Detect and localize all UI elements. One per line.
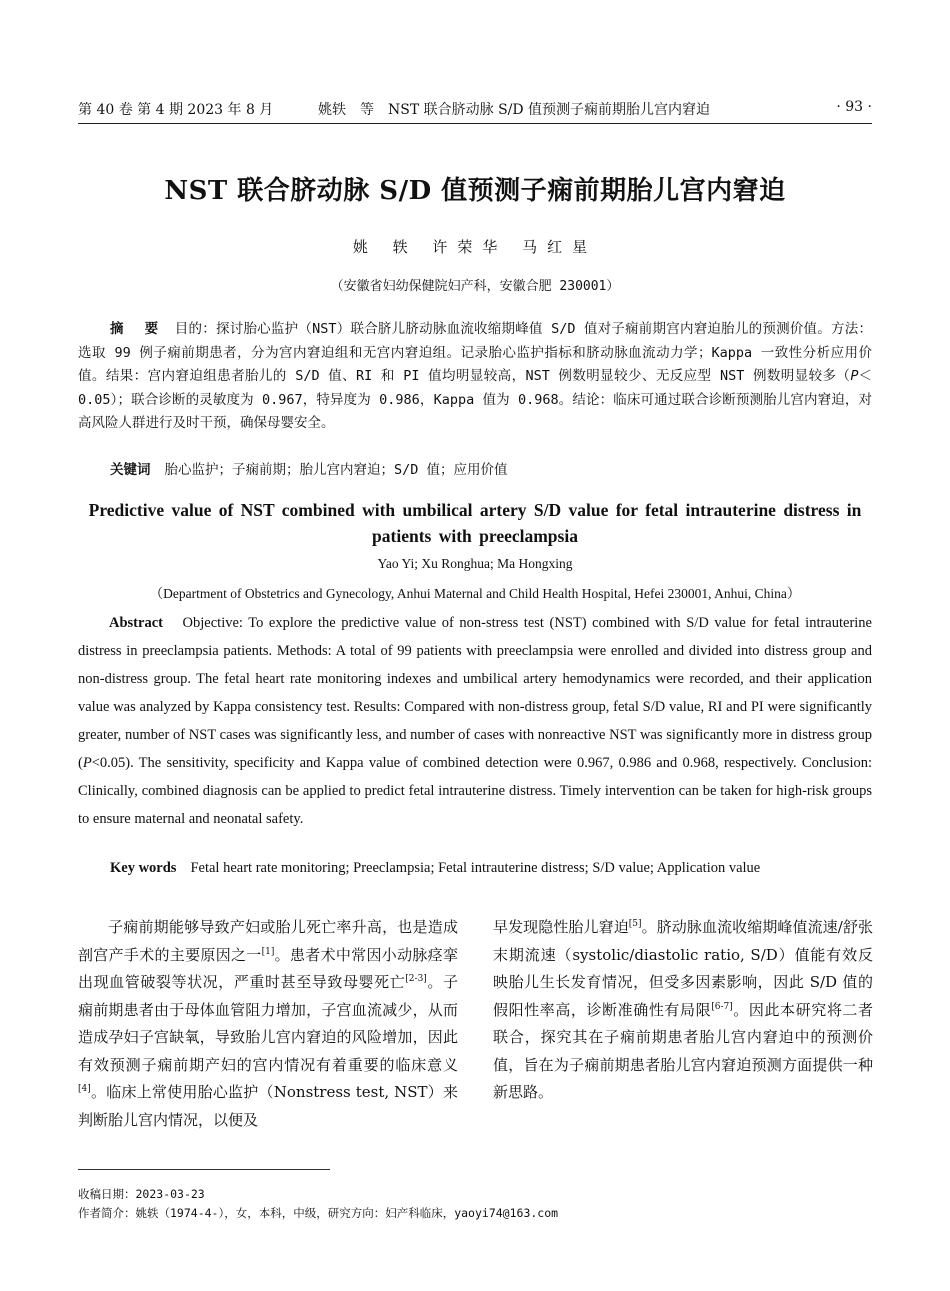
body-text: 子痫前期能够导致产妇或胎儿死亡率升高，也是造成剖宫产手术的主要原因之一 xyxy=(78,918,458,964)
english-title: Predictive value of NST combined with umbilical artery S/D value for fetal intrauterine distress in patients with preeclampsia xyxy=(88,500,862,546)
abstract-cn-text-a: 目的：探讨胎心监护（NST）联合脐儿脐动脉血流收缩期峰值 S/D 值对子痫前期宫内窘迫胎儿的预测价值。方法：选取 99 例子痫前期患者，分为宫内窘迫组和无宫内窘迫组。记录胎心监护指标和脐动脉血流动力学；Kappa 一致性分析应用价值。结果：宫内窘迫组患者胎儿的 S/D 值、RI 和 PI 值均明显较高，NST 例数明显较少、无反应型 NST 例数明显较多（ xyxy=(78,321,872,384)
running-title: 姚轶 等 NST 联合脐动脉 S/D 值预测子痫前期胎儿宫内窘迫 xyxy=(318,102,711,118)
keywords-en xyxy=(110,860,872,877)
author-info: 作者简介：姚轶（1974-4-），女，本科，中级，研究方向：妇产科临床，yaoyi74@163.com xyxy=(78,1206,559,1220)
abstract-en-text-a: Objective: To explore the predictive value of non-stress test (NST) combined with S/D value for fetal intrauterine distress in preeclampsia patients. Methods: A total of 99 patients with preeclampsia were enrolled and divided into distress group and non-distress group. The fetal heart rate monitoring indexes and umbilical artery hemodynamics were recorded, and their application value was analyzed by Kappa consistency test. Results: Compared with non-distress group, fetal S/D value, RI and PI were significantly greater, number of NST cases was significantly less, and number of cases with nonreactive NST was significantly more in distress group ( xyxy=(78,615,872,771)
page-number: · 93 · xyxy=(836,99,872,115)
abstract-en-text-b: <0.05). The sensitivity, specificity and Kappa value of combined detection were 0.967, 0.986 and 0.968, respectively. Conclusion: Clinically, combined diagnosis can be applied to predict fetal intrauterine distress. Timely intervention can be taken for high-risk groups to ensure maternal and neonatal safety. xyxy=(78,755,872,827)
abstract-cn-label: 摘 要 xyxy=(110,321,167,337)
body-text: 。脐动脉血流收缩期峰值流速/舒张末期流速（systolic/diastolic ratio, S/D）值能有效反映胎儿生长发育情况，但受多因素影响，因此 S/D 值的假阳性率高，诊断准确性有局限 xyxy=(493,918,873,1019)
citation: [4] xyxy=(78,1084,91,1094)
running-header xyxy=(78,97,872,124)
english-affiliation: （Department of Obstetrics and Gynecology, Anhui Maternal and Child Health Hospital, Hefei 230001, Anhui, China） xyxy=(149,586,801,601)
journal-volume: 第 40 卷 第 4 期 2023 年 8 月 xyxy=(78,102,274,118)
received-date: 收稿日期：2023-03-23 xyxy=(78,1187,205,1201)
body-right-column xyxy=(493,914,873,1107)
body-text: 。子痫前期患者由于母体血管阻力增加，子宫血流减少，从而造成孕妇子宫缺氧，导致胎儿宫内窘迫的风险增加，因此有效预测子痫前期产妇的宫内情况有着重要的临床意义 xyxy=(78,973,458,1074)
abstract-cn-text-b: ＜0.05）；联合诊断的灵敏度为 0.967，特异度为 0.986，Kappa 值为 0.968。结论：临床可通过联合诊断预测胎儿宫内窘迫，对高风险人群进行及时干预，确保母婴安全。 xyxy=(78,368,872,431)
body-text: 早发现隐性胎儿窘迫 xyxy=(493,918,629,936)
citation: [2-3] xyxy=(405,974,427,984)
body-left-column xyxy=(78,914,458,1134)
affiliation: （安徽省妇幼保健院妇产科，安徽合肥 230001） xyxy=(330,279,620,294)
abstract-en-label: Abstract xyxy=(109,615,163,631)
paper-title: NST 联合脐动脉 S/D 值预测子痫前期胎儿宫内窘迫 xyxy=(164,176,786,206)
abstract-en xyxy=(78,609,872,833)
citation: [6-7] xyxy=(711,1001,733,1012)
body-text: 。临床上常使用胎心监护（Nonstress test, NST）来判断胎儿宫内情况，以便及 xyxy=(78,1083,458,1129)
citation: [5] xyxy=(628,919,642,929)
citation: [1] xyxy=(261,946,275,957)
keywords-cn-text: 胎心监护；子痫前期；胎儿宫内窘迫；S/D 值；应用价值 xyxy=(164,462,508,478)
footnote-divider xyxy=(78,1169,330,1170)
body-text: 。因此本研究将二者联合，探究其在子痫前期患者胎儿宫内窘迫中的预测价值，旨在为子痫前期患者胎儿宫内窘迫预测方面提供一种新思路。 xyxy=(493,1000,873,1101)
keywords-cn xyxy=(110,458,872,478)
abstract-cn xyxy=(78,318,872,436)
p-italic-en: P xyxy=(82,755,92,771)
body-text: 。患者术中常因小动脉痉挛出现血管破裂等状况，严重时甚至导致母婴死亡 xyxy=(78,945,458,991)
keywords-en-text: Fetal heart rate monitoring; Preeclampsia; Fetal intrauterine distress; S/D value; Application value xyxy=(190,860,761,876)
p-italic: P xyxy=(850,368,859,384)
authors: 姚 轶 许荣华 马红星 xyxy=(352,238,598,256)
keywords-cn-label: 关键词 xyxy=(110,462,151,478)
english-authors: Yao Yi; Xu Ronghua; Ma Hongxing xyxy=(377,556,573,571)
keywords-en-label: Key words xyxy=(110,860,177,876)
